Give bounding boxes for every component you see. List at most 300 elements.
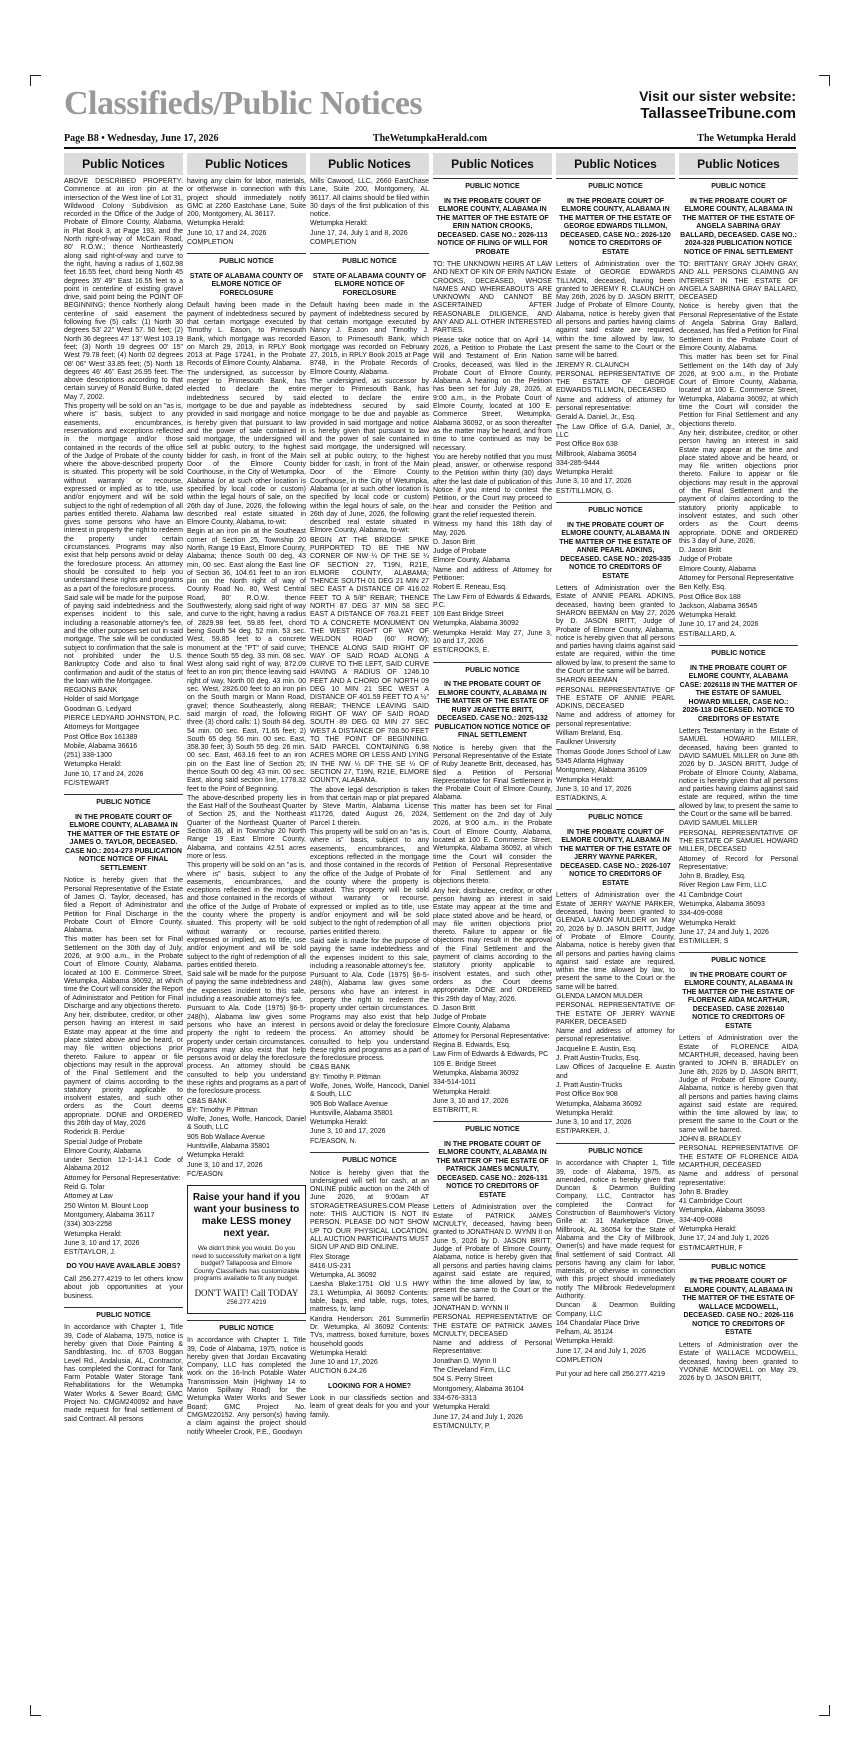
masthead xyxy=(64,86,796,122)
divider xyxy=(187,1320,306,1321)
raise-hand-ad xyxy=(187,1185,306,1314)
notice-text: Elmore County, Alabama xyxy=(64,1147,141,1155)
notice-text: Attorney at Law xyxy=(64,1193,113,1201)
page-date: Page B8 • Wednesday, June 17, 2026 xyxy=(64,133,219,144)
divider xyxy=(556,178,675,179)
notice-text: June 3, 10 and 17, 2026 xyxy=(433,1097,509,1105)
notice-text: Letters of Administration over the Estate of JERRY WAYNE PARKER, deceased, having been granted to GLENDA LAMON MULDER on May 20, 2026 by D. JASON BRITT, Judge of Probate of Elmore County, Alabama, notice is hereby given that all persons and parties having claims against said estate are required, within the time allowed by law, to present the same to the Court or the same will be barred. xyxy=(556,892,675,991)
notice-text: This matter has been set for Final Settlement on the 14th day of July 2026, at 9:00 a.m., in the Probate Court of Elmore County, Alabama, located at 100 E. Commerce Street, Wetumpka, Alabama 36092, at which time the Court will consider the Petition for Final Settlement and any objections thereto. xyxy=(679,354,798,428)
public-notice xyxy=(433,178,552,192)
public-notice xyxy=(310,1383,429,1420)
notice-text: EST/TILLMON, G. xyxy=(556,487,614,495)
notice-text: 334-676-3313 xyxy=(433,1394,477,1402)
notice-text: Call 256.277.4219 to let others know about job opportunities at your business. xyxy=(64,1275,183,1300)
notice-text: Name and address of Personal Representative: xyxy=(433,1340,552,1356)
public-notice xyxy=(64,794,183,808)
notice-text: Any heir, distributee, creditor, or other person having an interest in said Estate may appear at the time and place stated above and be heard, or may file written objections prior thereto. Failure to appear or file objections may result in the approval of the Final Settlement and the payment of claims according to the statutory priority applicable to insolvent estates, and such other orders as the Court deems appropriate. DONE and ORDERED this 3 day of June, 2026. xyxy=(679,429,798,545)
notice-text: D. Jason Britt xyxy=(433,538,476,546)
notice-text: FC/STEWART xyxy=(64,780,110,788)
notice-text: Elmore County, Alabama xyxy=(433,557,510,565)
notice-text: Wetumpka Herald: xyxy=(310,1349,368,1357)
notice-text: 334-409-0088 xyxy=(679,910,723,918)
notice-text: Wetumpka Herald: xyxy=(556,1109,614,1117)
notice-text: Roderick B. Perdue xyxy=(64,1129,125,1137)
notice-text: Letters of Administration over the Estate of WALLACE MCDOWELL, deceased, having been granted to YVONNE MCDOWELL on May 29, 2026 by D. JASON BRITT, xyxy=(679,1341,798,1383)
notice-text: Notice is hereby given that the Personal Representative of the Estate of Ruby Jeanette Britt, deceased, has filed a Petition of Personal Representative for Final Settlement in the Probate Court of Elmore County, Alabama. xyxy=(433,744,552,802)
notice-text: Pursuant to Ala. Code (1975) §6-5-248(h), Alabama law gives some persons who have an interest in property the right to redeem the property under certain circumstances. Programs may also exist that help persons avoid or delay the foreclosure process. An attorney should be consulted to help you understand these rights and programs as a part of the foreclosure process. xyxy=(187,1005,306,1096)
notice-text: Wetumpka Herald: xyxy=(310,1119,368,1127)
notice-text: Attorney for Personal Representative xyxy=(679,574,794,582)
notice-text: 164 Chandalar Place Drive xyxy=(556,1319,640,1327)
notice-text: 334-409-0088 xyxy=(679,1216,723,1224)
column-header: Public Notices xyxy=(310,153,429,175)
public-notice xyxy=(187,178,306,247)
notice-heading: IN THE PROBATE COURT OF ELMORE COUNTY, ALABAMA CASE: 2026118 IN THE MATTER OF THE ESTATE OF SAMUEL HOWARD MILLER, CASE NO.: 2026-118 DECEASED. NOTICE TO CREDITORS OF ESTATE xyxy=(679,664,798,723)
notice-text: Holder of said Mortgage xyxy=(64,696,139,704)
notice-column xyxy=(310,153,429,1706)
notice-heading: IN THE PROBATE COURT OF ELMORE COUNTY, ALABAMA IN THE MATTER OF THE ESTATE OF ERIN NATION CROOKS, DECEASED. CASE NO.: 2026-113 NOTICE OF FILING OF WILL FOR PROBATE xyxy=(436,197,549,256)
notice-text: Wetumpka, Alabama 36092 xyxy=(433,620,519,628)
notice-text: EST/ADKINS, A. xyxy=(556,795,608,803)
notice-text: 109 East Bridge Street xyxy=(433,611,504,619)
notice-text: You are hereby notified that you must plead, answer, or otherwise respond to the Petition within thirty (30) days after the last date of publication of this Notice if you intend to contest the Petition, or the Court may proceed to hear and consider the Petition and grant the relief requested therein. xyxy=(433,453,552,519)
notice-text: This property will be sold on an "as is, where is" basis, subject to any easements, encumbrances, reservations and exceptions reflected in the mortgage and/or those contained in the records of the office of the Judge of Probate of the county where the above-described property is situated. This property will be sold without warranty or recourse, expressed or implied as to title, use and/or enjoyment and will be sold subject to the right of redemption of all parties entitled thereto. Alabama law gives some persons who have an interest in property the right to redeem the property under certain circumstances. Programs may also exist that help persons avoid or delay the foreclosure process. An attorney should be consulted to help you understand these rights and programs as a part of the foreclosure process. xyxy=(64,403,183,593)
notice-text: This matter has been set for Final Settlement on the 30th day of July, 2026, at 9:00 a.m., in the Probate Court of Elmore County, Alabama, located at 100 E. Commerce Street, Wetumpka, Alabama 36092, at which time the Court will consider the Report of Administrator and Petition for Final Discharge and any objections thereto. xyxy=(64,936,183,1010)
notice-text: This property will be sold on an "as is, where is" basis, subject to any easements, encumbrances, and exceptions reflected in the mortgage and those contained in the records of the office of the Judge of Probate of the county where the property is situated. This property will be sold without warranty or recourse, expressed or implied, as to title, use and/or enjoyment and will be sold subject to the right of redemption of all parties entitled thereto. xyxy=(187,862,306,969)
notice-text: June 10, 17 and 24, 2026 xyxy=(679,621,759,629)
notice-text: 504 S. Perry Street xyxy=(433,1376,493,1384)
notice-text: Flex Storage xyxy=(310,1253,350,1261)
divider xyxy=(679,952,798,953)
public-notice xyxy=(556,502,675,516)
ad-body: We didn't think you would. Do you need to successfully market on a tight budget? Tallapoosa and Elmore County Classifieds has customizable programs available to fit any budget. xyxy=(192,1245,301,1283)
notice-text: June 3, 10 and 17, 2026 xyxy=(556,785,632,793)
notice-text: In accordance with Chapter 1, Title 39, Code of Alabama, 1975, notice is hereby given that Dixie Painting & Sandblasting, Inc. of 6703 Boggan Level Rd., Andalusia, AL, Contractor, has completed the Contract for Tank Farm Potable Water Storage Tank Rehabilitations for the Wetumpka Water Works & Sewer Board; GMC Project No. CMGM240092 and have made request for final settlement of said Contract. All persons xyxy=(64,1324,183,1423)
notice-text: June 3, 10 and 17, 2026 xyxy=(310,1128,386,1136)
divider xyxy=(433,1121,552,1122)
public-notice xyxy=(556,809,675,823)
divider xyxy=(64,1307,183,1308)
notice-column xyxy=(679,153,798,1706)
public-notice xyxy=(310,273,429,1146)
public-notice xyxy=(679,1259,798,1273)
notice-text: EST/TAYLOR, J. xyxy=(64,1249,116,1257)
notice-text: The above legal description is taken from that certain map or plat prepared by Steve Martin, Alabama License #11726, dated August 26, 2024, Parcel 1 therein. xyxy=(310,786,429,827)
folio-line xyxy=(64,133,796,149)
divider xyxy=(556,502,675,503)
notice-text: EST/MCNULTY, P. xyxy=(433,1422,491,1430)
notice-text: Mills Cawood, LLC, 2660 EastChase Lane, Suite 200, Montgomery, AL 36117. All claims should be filed within 30 days of the first publication of this notice. xyxy=(310,178,429,219)
public-notice xyxy=(64,1263,183,1300)
notice-text: 905 Bob Wallace Avenue xyxy=(310,1100,388,1108)
notice-heading: IN THE PROBATE COURT OF ELMORE COUNTY, ALABAMA IN THE MATTER OF THE ESTATE OF ANNIE PEARL ADKINS, DECEASED. CASE NO.: 2025-335 NOTICE TO CREDITORS OF ESTATE xyxy=(559,521,672,580)
public-notice xyxy=(433,198,552,656)
divider xyxy=(556,1143,675,1144)
notice-text: PERSONAL REPRESENTATIVE OF THE ESTATE OF SAMUEL HOWARD MILLER, DECEASED xyxy=(679,829,798,854)
notice-text: Notice is hereby given that the undersigned will sell for cash, at an ONLINE public auction on the 24th of June 2026, at 9:00am AT STORAGETREASURES.COM Please note: THIS AUCTION IS NOT IN PERSON. PLEASE DO NOT SHOW UP TO OUR PHYSICAL LOCATION. ALL AUCTION PARTICIPANTS MUST SIGN UP AND BID ONLINE. xyxy=(310,1169,429,1252)
public-notice xyxy=(556,198,675,497)
notice-text: June 3, 10 and 17, 2026 xyxy=(187,1161,263,1169)
notice-text: Default having been made in the payment of indebtedness secured by that certain mortgage executed by Timothy L. Eason, to Primesouth Bank, which mortgage was recorded on March 29, 2013, in RPLY Book 2013 at Page 17241, in the Probate Records of Elmore County, Alabama. xyxy=(187,302,306,368)
divider xyxy=(556,809,675,810)
public-notice xyxy=(433,662,552,676)
notice-text: June 3, 10 and 17, 2026 xyxy=(64,1239,140,1247)
notice-heading: PUBLIC NOTICE xyxy=(465,666,520,674)
public-notice xyxy=(187,1320,306,1437)
notice-heading: PUBLIC NOTICE xyxy=(588,183,643,190)
notice-heading: PUBLIC NOTICE xyxy=(465,183,520,190)
notice-text: Wetumpka Herald: xyxy=(310,220,368,228)
public-notice xyxy=(433,681,552,1115)
notice-column xyxy=(64,153,183,1706)
divider xyxy=(679,1259,798,1260)
notice-text: Kandra Henderson: 261 Summerlin Dr. Wetumpka, Al 36092 Contents: TVs, mattress, boxed furniture, boxes household goods xyxy=(310,1315,429,1348)
notice-text: Name and address of attorney for personal representative: xyxy=(556,396,675,413)
notice-text: Attorneys for Mortgagee xyxy=(64,724,140,732)
notice-text: This property will be sold on an "as is, where is" basis, subject to any easements, encumbrances, and exceptions reflected in the mortgage and those contained in the records of the office of the Judge of Probate of the county where the property is situated. This property will be sold without warranty or recourse, expressed or implied as to title, use and/or enjoyment and will be sold subject to the right of redemption of all parties entitled thereto. xyxy=(310,829,429,936)
notice-text: AUCTION 6.24.26 xyxy=(310,1368,367,1376)
notice-text: Wetumpka Herald: xyxy=(556,1338,614,1346)
notice-text: TO: THE UNKNOWN HEIRS AT LAW AND NEXT OF KIN OF ERIN NATION CROOKS, DECEASED, WHOSE NAMES AND WHEREABOUTS ARE UNKNOWN AND CANNOT BE ASCERTAINED AFTER REASONABLE DILIGENCE, AND ANY AND ALL OTHER INTERESTED PARTIES. xyxy=(433,261,552,335)
notice-text: Wetumpka Herald: xyxy=(556,776,614,784)
notice-text: PERSONAL REPRESENTATIVE OF THE ESTATE OF PATRICK JAMES MCNULTY, DECEASED xyxy=(433,1314,552,1338)
public-notice xyxy=(556,178,675,192)
public-notice xyxy=(679,178,798,192)
public-notice xyxy=(679,665,798,947)
notice-text: 905 Bob Wallace Avenue xyxy=(187,1133,265,1141)
notice-heading: IN THE PROBATE COURT OF ELMORE COUNTY, ALABAMA IN THE MATTER OF THE ESTATE OF JERRY WAYNE PARKER, DECEASED. CASE NO.: 2026-107 NOTICE TO CREDITORS OF ESTATE xyxy=(559,828,672,887)
public-notice xyxy=(556,829,675,1137)
public-notice xyxy=(310,253,429,267)
notice-heading: IN THE PROBATE COURT OF ELMORE COUNTY, ALABAMA IN THE MATTER OF THE ESTATE OF RUBY JEANETTE BRITT, DECEASED. CASE NO.: 2025-132 PUBLICATION NOTICE NOTICE OF FINAL SETTLEMENT xyxy=(434,681,551,740)
notice-text: EST/BRITT, R. xyxy=(433,1107,479,1115)
notice-text: 109 E. Bridge Street xyxy=(433,1060,497,1068)
notice-text: Laesha Blake:1751 Old U.S HWY 23,1 Wetumpka, Al 36092 Contents: table, bags, end table, rugs, totes, mattress, tv, lamp xyxy=(310,1281,429,1314)
notice-text: CB&S BANK xyxy=(187,1097,228,1105)
notice-text: Faulkner University xyxy=(556,739,616,747)
notice-text: Letters of Administration over the Estate of GEORGE EDWARDS TILLMON, deceased, having been granted to JEREMY R. CLAUNCH on May 26th, 2026 by D. JASON BRITT, Judge of Probate of Elmore County, Alabama, notice is hereby given that all persons and parties having claims against said estate are required, within the time allowed by law, to present the same to the Court or the same will be barred. xyxy=(556,261,675,360)
notice-text: BY: Timothy P. Pittman xyxy=(187,1106,258,1114)
notice-text: This matter has been set for Final Settlement on the 2nd day of July 2026, at 9:00 a.m., in the Probate Court of Elmore County, Alabama, located at 100 E. Commerce Street, Wetumpka, Alabama 36092, at which time the Court will consider the Petition of Personal Representative for Final Settlement and any objections thereto. xyxy=(433,803,552,886)
notice-heading: STATE OF ALABAMA COUNTY OF ELMORE NOTICE OF FORECLOSURE xyxy=(312,272,427,297)
notice-text: J. Pratt Austin-Trucks xyxy=(556,1081,623,1089)
notice-text: EST/CROOKS, E. xyxy=(433,647,490,655)
notice-text: The undersigned, as successor by merger to Primesouth Bank, has elected to declare the entire indebtedness secured by said mortgage to be due and payable as provided in said mortgage and notice is hereby given that pursuant to law and the power of sale contained in said mortgage, the undersigned will sell at public outcry, to the highest bidder for cash, in front of the Main Door of the Elmore County Courthouse, in the City of Wetumpka, Alabama (or at such other location is specified by local code or custom) within the legal hours of sale, on the 26th day of June, 2026, the following described real estate situated in Elmore County, Alabama, to-wit: xyxy=(310,378,429,535)
notice-text: Wetumpka Herald: xyxy=(679,612,737,620)
notice-text: The Law Office of G.A. Daniel, Jr., LLC xyxy=(556,423,675,439)
notice-text: June 10, 17 and 24, 2026 xyxy=(64,770,144,778)
notice-text: Wetumpka, Alabama 36093 xyxy=(679,1207,765,1215)
notice-columns xyxy=(64,153,798,1706)
notice-text: COMPLETION xyxy=(556,1357,603,1365)
notice-heading: PUBLIC NOTICE xyxy=(96,799,151,807)
notice-text: Jacqueline E. Austin, Esq. xyxy=(556,1045,637,1053)
notice-text: Post Office Box 908 xyxy=(556,1091,618,1099)
notice-heading: PUBLIC NOTICE xyxy=(588,1147,643,1155)
public-notice xyxy=(679,952,798,966)
notice-text: Name and address of attorney for personal representative: xyxy=(556,712,675,728)
notice-text: Reid G. Tolar xyxy=(64,1184,105,1192)
notice-text: 334-285-9444 xyxy=(556,459,600,467)
notice-text: Post Office Box 161389 xyxy=(64,733,138,741)
notice-text: June 17, 24 and July 1, 2026 xyxy=(433,1413,523,1421)
ad-phone: 256.277.4219 xyxy=(226,1298,267,1306)
notice-text: PIERCE LEDYARD JOHNSTON, P.C. xyxy=(64,715,182,722)
notice-heading: IN THE PROBATE COURT OF ELMORE COUNTY, ALABAMA IN THE MATTER OF THE ESTATE OF FLORENCE AIDA MCARTHUR, DECEASED. CASE 2026140 NOTICE TO CREDITORS OF ESTATE xyxy=(682,971,795,1030)
notice-text: Law Firm of Edwards & Edwards, PC xyxy=(433,1051,549,1059)
notice-text: In accordance with Chapter 1, Title 39, code of Alabama, 1975, as amended, notice is hereby given that Duncan & Dearmon Building Company, LLC, Contractor has completed the Contract for Construction of Baumhower's Victory Grille at: 31 Marketplace Drive, Millbrook, AL 36054 for the State of Alabama and the City of Millbrook, Owner(s) and have made request for final settlement of said Contract. All persons having any claim for labor, materials, or otherwise in connection with this project should immediately notify The Millbrook Redevelopment Authority. xyxy=(556,1160,675,1300)
notice-text: Wetumpka Herald: xyxy=(679,1226,737,1234)
notice-text: CB&S BANK xyxy=(310,1064,351,1072)
column-header: Public Notices xyxy=(433,153,552,175)
public-notice xyxy=(433,1141,552,1431)
notice-text: John B. Bradley, Esq. xyxy=(679,873,746,881)
notice-text: Montgomery, Alabama 36117 xyxy=(64,1211,155,1219)
notice-text: PERSONAL REPRESENTATIVE OF THE ESTATE OF GEORGE EDWARDS TILLMON, DECEASED xyxy=(556,370,675,395)
public-notice xyxy=(64,814,183,1258)
notice-text: under Section 12-1-14.1 Code of Alabama 2012 xyxy=(64,1157,183,1173)
notice-text: 250 Winton M. Blount Loop xyxy=(64,1202,149,1210)
notice-text: Judge of Probate xyxy=(433,1014,487,1022)
notice-text: EST/PARKER, J. xyxy=(556,1128,610,1136)
notice-text: Huntsville, Alabama 35801 xyxy=(187,1143,270,1151)
notice-text: BEGIN AT THE BRIDGE SPIKE PURPORTED TO BE THE NW CORNER OF NW ¼ OF THE SE ¼ OF SECTION 27, T19N, R21E, ELMORE COUNTY, ALABAMA; THENCE SOUTH 01 DEG 21 MIN 27 SEC EAST A DISTANCE OF 416.02 FEET TO A 5/8" REBAR; THENCE NORTH 87 DEG 37 MIN 58 SEC EAST A DISTANCE OF 763.21 FEET TO A CONCRETE MONUMENT ON THE WEST RIGHT OF WAY OF WELDON ROAD (60' ROW); THENCE ALONG SAID RIGHT OF WAY OF SAID ROAD ALONG A CURVE TO THE LEFT, SAID CURVE HAVING A RADIUS OF 1246.10 FEET AND A CHORD OF NORTH 09 DEG 10 MIN 21 SEC WEST A DISTANCE OF 401.59 FEET TO A ½" REBAR; THENCE LEAVING SAID RIGHT OF WAY OF SAID ROAD SOUTH 89 DEG 02 MIN 27 SEC WEST A DISTANCE OF 708.50 FEET TO THE POINT OF BEGINNING. SAID PARCEL CONTAINING 6.98 ACRES MORE OR LESS AND LYING IN THE NW ¼ OF THE SE ¼ OF SECTION 27, T19N, R21E, ELMORE COUNTY, ALABAMA. xyxy=(310,536,429,785)
notice-text: June 10, 17 and 24, 2026 xyxy=(187,229,267,237)
public-notice xyxy=(64,178,183,788)
divider xyxy=(433,662,552,663)
notice-text: Said sale is made for the purpose of paying the same indebtedness and the expenses incident to this sale, including a reasonable attorney's fee. xyxy=(310,937,429,970)
public-notice xyxy=(556,522,675,804)
column-header: Public Notices xyxy=(64,153,183,175)
notice-text: Letters of Administration over the Estate of FLORENCE AIDA MCARTHUR, deceased, having been granted to JOHN B. BRADLEY on June 8th, 2026 by D. JASON BRITT, Judge of Probate of Elmore County, Alabama, notice is hereby given that all persons and parties having claims against said estate are required, within the time allowed by law, to present the same to the Court or the same will be barred. xyxy=(679,1035,798,1134)
notice-text: SHARON BEEMAN xyxy=(556,677,618,685)
notice-text: (251) 338-1300 xyxy=(64,752,112,760)
notice-heading: PUBLIC NOTICE xyxy=(219,258,274,266)
notice-text: Judge of Probate xyxy=(433,548,487,556)
notice-text: ABOVE DESCRIBED PROPERTY: Commence at an iron pin at the intersection of the West line of Lot 31, Wildwood Colony Subdivision as recorded in the Office of the Judge of Probate of Elmore County, Alabama, in Plat Book 3, at Page 193, and the North right-of-way of McCain Road, 80' R.O.W.; thence Northeasterly along said right-of-way and curve to the right, having a radius of 1,602.98 feet 16.55 feet, chord being North 45 degrees 35' 49" East 16.55 feet to a point in centerline of existing gravel drive, said point being the POINT OF BEGINNING; thence Northerly along centerline of said easement the following five (5) calls: (1) North 30 degrees 53' 22" West 57. 50 feet; (2) North 36 degrees 47' 13" West 103.19 feet; (3) North 19 degrees 00' 15" West 79.78 feet; (4) North 02 degrees 08' 06" West 33.85 feet; (5) North 18 degrees 46' 46" East 26.95 feet. The above descriptions according to that certain survey of Ronald Burke, dated May 7, 2002. xyxy=(64,178,183,401)
notice-text: JOHN B. BRADLEY xyxy=(679,1136,742,1144)
notice-text: Pelham, AL 35124 xyxy=(556,1329,613,1337)
notice-text: Look in our classifieds section and learn of great deals for you and your family. xyxy=(310,1395,429,1419)
notice-text: Attorney for Personal Representative: xyxy=(433,1032,550,1040)
notice-heading: IN THE PROBATE COURT OF ELMORE COUNTY, ALABAMA IN THE MATTER OF THE ESTATE OF ANGELA SABRINA GRAY BALLARD, DECEASED. CASE NO.: 2024-328 PUBLICATION NOTICE NOTICE OF FINAL SETTLEMENT xyxy=(680,197,797,256)
notice-text: Wolfe, Jones, Wolfe, Hancock, Daniel & South, LLC xyxy=(310,1082,429,1099)
notice-text: Witness my hand this 18th day of May, 2026. xyxy=(433,521,552,537)
notice-text: 41 Cambridge Court xyxy=(679,1198,743,1206)
notice-heading: PUBLIC NOTICE xyxy=(711,1263,766,1271)
publication-name: The Wetumpka Herald xyxy=(697,133,796,144)
notice-text: Jackson, Alabama 36545 xyxy=(679,602,758,610)
notice-column xyxy=(433,153,552,1706)
notice-text: Elmore County, Alabama xyxy=(679,565,756,573)
notice-text: FC/EASON, N. xyxy=(310,1137,357,1145)
divider xyxy=(187,253,306,254)
notice-text: 41 Cambridge Court xyxy=(679,891,743,899)
notice-text: Notice is hereby given that the Personal Representative of the Estate of Angela Sabrina Gray Ballard, deceased, has filed a Petition for Final Settlement in the Probate Court of Elmore County, Alabama. xyxy=(679,303,798,352)
notice-text: Wetumpka Herald: xyxy=(433,1088,491,1096)
column-header: Public Notices xyxy=(556,153,675,175)
notice-text: Default having been made in the payment of indebtedness secured by that certain mortgage executed by Nancy J. Eason and Timothy J. Eason, to Primesouth Bank, which mortgage was recorded on February 27, 2015, in RPLY Book 2015 at Page 8748, in the Probate Records of Elmore County, Alabama. xyxy=(310,302,429,376)
notice-text: COMPLETION xyxy=(187,239,234,247)
notice-text: William Breland, Esq. xyxy=(556,730,623,738)
notice-text: Wetumpka Herald: xyxy=(64,761,122,769)
notice-text: 334-514-1011 xyxy=(433,1079,477,1087)
notice-text: Put your ad here call 256.277.4219 xyxy=(556,1371,665,1379)
notice-text: June 3, 10 and 17, 2026 xyxy=(556,1119,632,1127)
notice-text: 8416 US-231 xyxy=(310,1262,352,1270)
notice-text: Millbrook, Alabama 36054 xyxy=(556,450,637,458)
notice-text: Attorney for Personal Representative: xyxy=(64,1174,181,1182)
ad-headline: Raise your hand if you want your business to make LESS money next year. xyxy=(192,1192,301,1240)
notice-text: June 17, 24 and July 1, 2026 xyxy=(556,1347,646,1355)
notice-text: John B. Bradley xyxy=(679,1188,729,1196)
notice-text: Post Office Box 638 xyxy=(556,441,618,449)
notice-heading: IN THE PROBATE COURT OF ELMORE COUNTY, ALABAMA IN THE MATTER OF THE ESTATE OF WALLACE MCDOWELL, DECEASED. CASE NO.: 2026-116 NOTICE TO CREDITORS OF ESTATE xyxy=(682,1278,795,1337)
crop-mark-bottom-right xyxy=(819,1705,830,1716)
notice-text: D. Jason Britt xyxy=(433,1004,476,1012)
notice-text: The above-described property lies in the East Half of the Southeast Quarter of Section 25, and the Northeast Quarter of the Northeast Quarter of Section 36, all in Township 20 North Range 19 East Elmore County, Alabama, and contains 42.51 acres more or less. xyxy=(187,794,306,860)
notice-text: COMPLETION xyxy=(310,239,357,247)
notice-text: Robert E. Reneau, Esq. xyxy=(433,584,507,592)
section-title: Classifieds/Public Notices xyxy=(64,85,423,122)
notice-text: FC/EASON xyxy=(187,1170,223,1178)
notice-text: PERSONAL REPRESENTATIVE OF THE ESTATE OF JERRY WAYNE PARKER, DECEASED xyxy=(556,1002,675,1026)
notice-text: having any claim for labor, materials, or otherwise in connection with this project should immediately notify GMC at 2260 Eastchase Lane, Suite 200, Montgomery, AL 36117. xyxy=(187,178,306,219)
notice-heading: PUBLIC NOTICE xyxy=(711,183,766,190)
notice-text: The Cleveland Firm, LLC xyxy=(433,1367,511,1375)
public-notice xyxy=(679,198,798,640)
notice-heading: PUBLIC NOTICE xyxy=(711,957,766,965)
notice-text: PERSONAL REPRESENTATIVE OF THE ESTATE OF ANNIE PEARL ADKINS, DECEASED xyxy=(556,686,675,711)
public-notice xyxy=(679,972,798,1253)
notice-text: 5345 Atlanta Highway xyxy=(556,757,624,765)
public-notice xyxy=(556,1143,675,1366)
notice-text: Regina B. Edwards, Esq. xyxy=(433,1042,511,1050)
notice-text: DAVID SAMUEL MILLER xyxy=(679,820,758,828)
notice-text: Wetumpka, Alabama 36092 xyxy=(433,1069,519,1077)
public-notice xyxy=(433,1121,552,1135)
sister-site-promo xyxy=(639,88,796,122)
public-notice xyxy=(187,273,306,1179)
notice-text: Name and address of Attorney for Petitioner: xyxy=(433,566,552,582)
notice-text: The Law Firm of Edwards & Edwards, P.C. xyxy=(433,593,552,609)
notice-text: Ben Kelly, Esq. xyxy=(679,584,726,592)
notice-text: The undersigned, as successor by merger to Primesouth Bank, has elected to declare the entire indebtedness secured by said mortgage to be due and payable as provided in said mortgage and notice is hereby given that pursuant to law and the power of sale contained in said mortgage, the undersigned will sell at public outcry, to the highest bidder for cash, in front of the Main Door of the Elmore County Courthouse, in the City of Wetumpka, Alabama (or at such other location is specified by local code or custom) within the legal hours of sale, on the 26th day of June, 2026, the following described real estate situated in Elmore County, Alabama, to-wit: xyxy=(187,369,306,527)
notice-text: Name and address of personal representative: xyxy=(679,1171,798,1187)
notice-text: Letters Testamentary in the Estate of SAMUEL HOWARD MILLER, deceased, having been granted to DAVID SAMUEL MILLER on June 8th 2026 by D. JASON BRITT, Judge of Probate of Elmore County, Alabama, notice is hereby given that all persons and parties having claims against said estate are required, within the time allowed by law, to present the same to the Court or the same will be barred. xyxy=(679,728,798,819)
notice-text: June 3, 10 and 17, 2026 xyxy=(556,478,632,486)
notice-text: June 17, 24, July 1 and 8, 2026 xyxy=(310,229,408,237)
ad-cta: DON'T WAIT! Call TODAY xyxy=(194,1287,299,1298)
notice-heading: PUBLIC NOTICE xyxy=(711,650,766,658)
notice-text: Any heir, distributee, creditor, or other person having an interest in said Estate may appear at the time and place stated above and be heard, or may file written objections prior thereto. Failure to appear or file objections may result in the approval of the Final Settlement and the payment of claims according to the statutory priority applicable to insolvent estates, and such other orders as the Court deems appropriate. DONE and ORDERED this 26th day of May, 2026 xyxy=(64,1012,183,1127)
notice-text: Wetumpka, Alabama 36093 xyxy=(679,901,765,908)
notice-text: Said sale will be made for the purpose of paying the same indebtedness and the expenses incident to this sale, including a reasonable attorney's fee. xyxy=(187,971,306,1004)
notice-text: EST/MILLER, S xyxy=(679,938,729,946)
notice-text: June 17, 24 and July 1, 2026 xyxy=(679,928,769,936)
notice-text: Special Judge of Probate xyxy=(64,1138,143,1146)
notice-text: Attorney of Record for Personal Representative: xyxy=(679,855,798,871)
notice-text: Name and address of attorney for personal representative: xyxy=(556,1028,675,1044)
notice-text: Letters of Administration over the Estate of PATRICK JAMES MCNULTY, deceased, having been granted to JONATHAN D. WYNN II on June 5, 2026 by D. JASON BRITT, Judge of Probate of Elmore County, Alabama, notice is hereby given that all persons and parties having claims against said estate are required, within the time allowed by law, to present the same to the Court or the same will be barred. xyxy=(433,1204,552,1303)
notice-heading: LOOKING FOR A HOME? xyxy=(327,1382,412,1390)
divider xyxy=(679,645,798,646)
notice-text: In accordance with Chapter 1, Title 39, Code of Alabama, 1975, notice is hereby given that Jordan Excavating Company, LLC has completed the work on the 16-Inch Potable Water Transmission Main (Highway 14 to Marion Spillway Road) for the Wetumpka Water Works and Sewer Board; GMC Project No. CMGM220152. Any person(s) having a claim against the project should notify Wheeler Crook, P.E., Goodwyn xyxy=(187,1337,306,1436)
crop-mark-bottom-left xyxy=(30,1705,41,1716)
notice-heading: PUBLIC NOTICE xyxy=(342,258,397,266)
public-notice xyxy=(187,253,306,267)
public-notice xyxy=(679,645,798,659)
notice-text: BY: Timothy P. Pittman xyxy=(310,1073,381,1081)
notice-heading: PUBLIC NOTICE xyxy=(465,1126,520,1134)
notice-heading: IN THE PROBATE COURT OF ELMORE COUNTY, ALABAMA IN THE MATTER OF THE ESTATE OF JAMES O. TAYLOR, DECEASED. CASE NO.: 2014-273 PUBLICATION NOTICE NOTICE OF FINAL SETTLEMENT xyxy=(65,813,182,872)
notice-text: REGIONS BANK xyxy=(64,687,118,695)
divider xyxy=(433,178,552,179)
notice-text: TO: BRITTANY GRAY JOHN GRAY, AND ALL PERSONS CLAIMING AN INTEREST IN THE ESTATE OF ANGELA SABRINA GRAY BALLARD, DECEASED xyxy=(679,261,798,302)
notice-column xyxy=(556,153,675,1706)
notice-text: GLENDA LAMON MULDER xyxy=(556,993,643,1000)
notice-heading: DO YOU HAVE AVAILABLE JOBS? xyxy=(66,1263,181,1271)
notice-heading: IN THE PROBATE COURT OF ELMORE COUNTY, ALABAMA IN THE MATTER OF THE ESTATE OF GEORGE EDWARDS TILLMON, DECEASED. CASE NO.: 2026-120 NOTICE TO CREDITORS OF ESTATE xyxy=(559,197,672,256)
public-notice xyxy=(310,1152,429,1377)
notice-text: Pursuant to Ala. Code (1975) §6-5-248(h), Alabama law gives some persons who have an interest in property the right to redeem the property under certain circumstances. Programs may also exist that help persons avoid or delay the foreclosure process. An attorney should be consulted to help you understand these rights and programs as a part of the foreclosure process. xyxy=(310,972,429,1063)
notice-text: Duncan & Dearmon Building Company, LLC xyxy=(556,1302,675,1318)
notice-text: Judge of Probate xyxy=(679,556,733,564)
notice-text: J. Pratt Austin-Trucks, Esq. xyxy=(556,1055,641,1063)
notice-text: Wetumpka Herald: xyxy=(64,1230,122,1238)
crop-mark-top-right xyxy=(819,75,830,86)
notice-text: Jonathan D. Wynn II xyxy=(433,1357,497,1365)
notice-text: Wetumpka Herald: xyxy=(433,1404,491,1412)
notice-text: Wetumpka Herald: xyxy=(187,1152,245,1160)
promo-link[interactable]: TallasseeTribune.com xyxy=(640,105,796,122)
notice-heading: PUBLIC NOTICE xyxy=(96,1311,151,1319)
notice-text: Wolfe, Jones, Wolfe, Hancock, Daniel & South, LLC xyxy=(187,1116,306,1132)
notice-text: Said sale will be made for the purpose of paying said indebtedness and the expenses incident to this sale, including a reasonable attorney's fee, and the other purposes set out in said mortgage. The sale will be conducted subject to confirmation that the sale is not prohibited under the U.S. Bankruptcy Code and also to final confirmation and audit of the status of the loan with the Mortgagee. xyxy=(64,594,183,685)
notice-text: D. Jason Britt xyxy=(679,547,722,555)
divider xyxy=(310,1152,429,1153)
notice-text: Elmore County, Alabama xyxy=(433,1023,510,1031)
notice-column xyxy=(187,153,306,1706)
notice-text: Wetumpka, Alabama 36092 xyxy=(556,1100,642,1108)
notice-text: Post Office Box 188 xyxy=(679,593,741,601)
website[interactable]: TheWetumpkaHerald.com xyxy=(372,133,488,144)
notice-text: Gerald A. Daniel, Jr., Esq. xyxy=(556,414,637,422)
notice-text: Any heir, distributee, creditor, or other person having an interest in said Estate may appear at the time and place stated above and be heard, or may file written objections prior thereto. Failure to appear or file objections may result in the approval of the Final Settlement and the payment of claims according to the statutory priority applicable to insolvent estates, and such other orders as the Court deems appropriate. DONE and ORDERED this 29th day of May, 2026. xyxy=(433,887,552,1003)
notice-text: Wetumpka, AL 36092 xyxy=(310,1272,377,1280)
notice-text: (334) 303-2258 xyxy=(64,1221,112,1229)
notice-text: Wetumpka Herald: May 27, June 3, 10 and 17, 2026 xyxy=(433,629,552,646)
notice-text: PERSONAL REPRESENTATIVE OF THE ESTATE OF FLORENCE AIDA MCARTHUR, DECEASED xyxy=(679,1145,798,1169)
notice-text: JONATHAN D. WYNN II xyxy=(433,1304,509,1312)
notice-heading: STATE OF ALABAMA COUNTY OF ELMORE NOTICE OF FORECLOSURE xyxy=(189,272,304,297)
notice-heading: IN THE PROBATE COURT OF ELMORE COUNTY, ALABAMA IN THE MATTER OF THE ESTATE OF PATRICK JAMES MCNULTY, DECEASED. CASE NO.: 2026-131 NOTICE TO CREDITORS OF ESTATE xyxy=(436,1140,549,1199)
notice-text: Montgomery, Alabama 36104 xyxy=(433,1385,524,1393)
notice-text: JEREMY R. CLAUNCH xyxy=(556,361,629,369)
public-notice xyxy=(679,1278,798,1383)
divider xyxy=(310,253,429,254)
notice-text: Law Offices of Jacqueline E. Austin and xyxy=(556,1064,675,1080)
column-header: Public Notices xyxy=(679,153,798,175)
notice-text: EST/BALLARD, A. xyxy=(679,630,737,638)
public-notice xyxy=(556,1371,675,1379)
notice-text: Thomas Goode Jones School of Law xyxy=(556,748,671,756)
notice-heading: PUBLIC NOTICE xyxy=(219,1324,274,1332)
notice-text: EST/MCARTHUR, F xyxy=(679,1244,743,1252)
notice-text: Notice is hereby given that the Personal Representative of the Estate of James O. Taylor, deceased, has filed a Report of Administrator and Petition for Final Discharge in the Probate Court of Elmore County, Alabama. xyxy=(64,877,183,935)
notice-text: River Region Law Firm, LLC xyxy=(679,882,767,890)
divider xyxy=(679,178,798,179)
